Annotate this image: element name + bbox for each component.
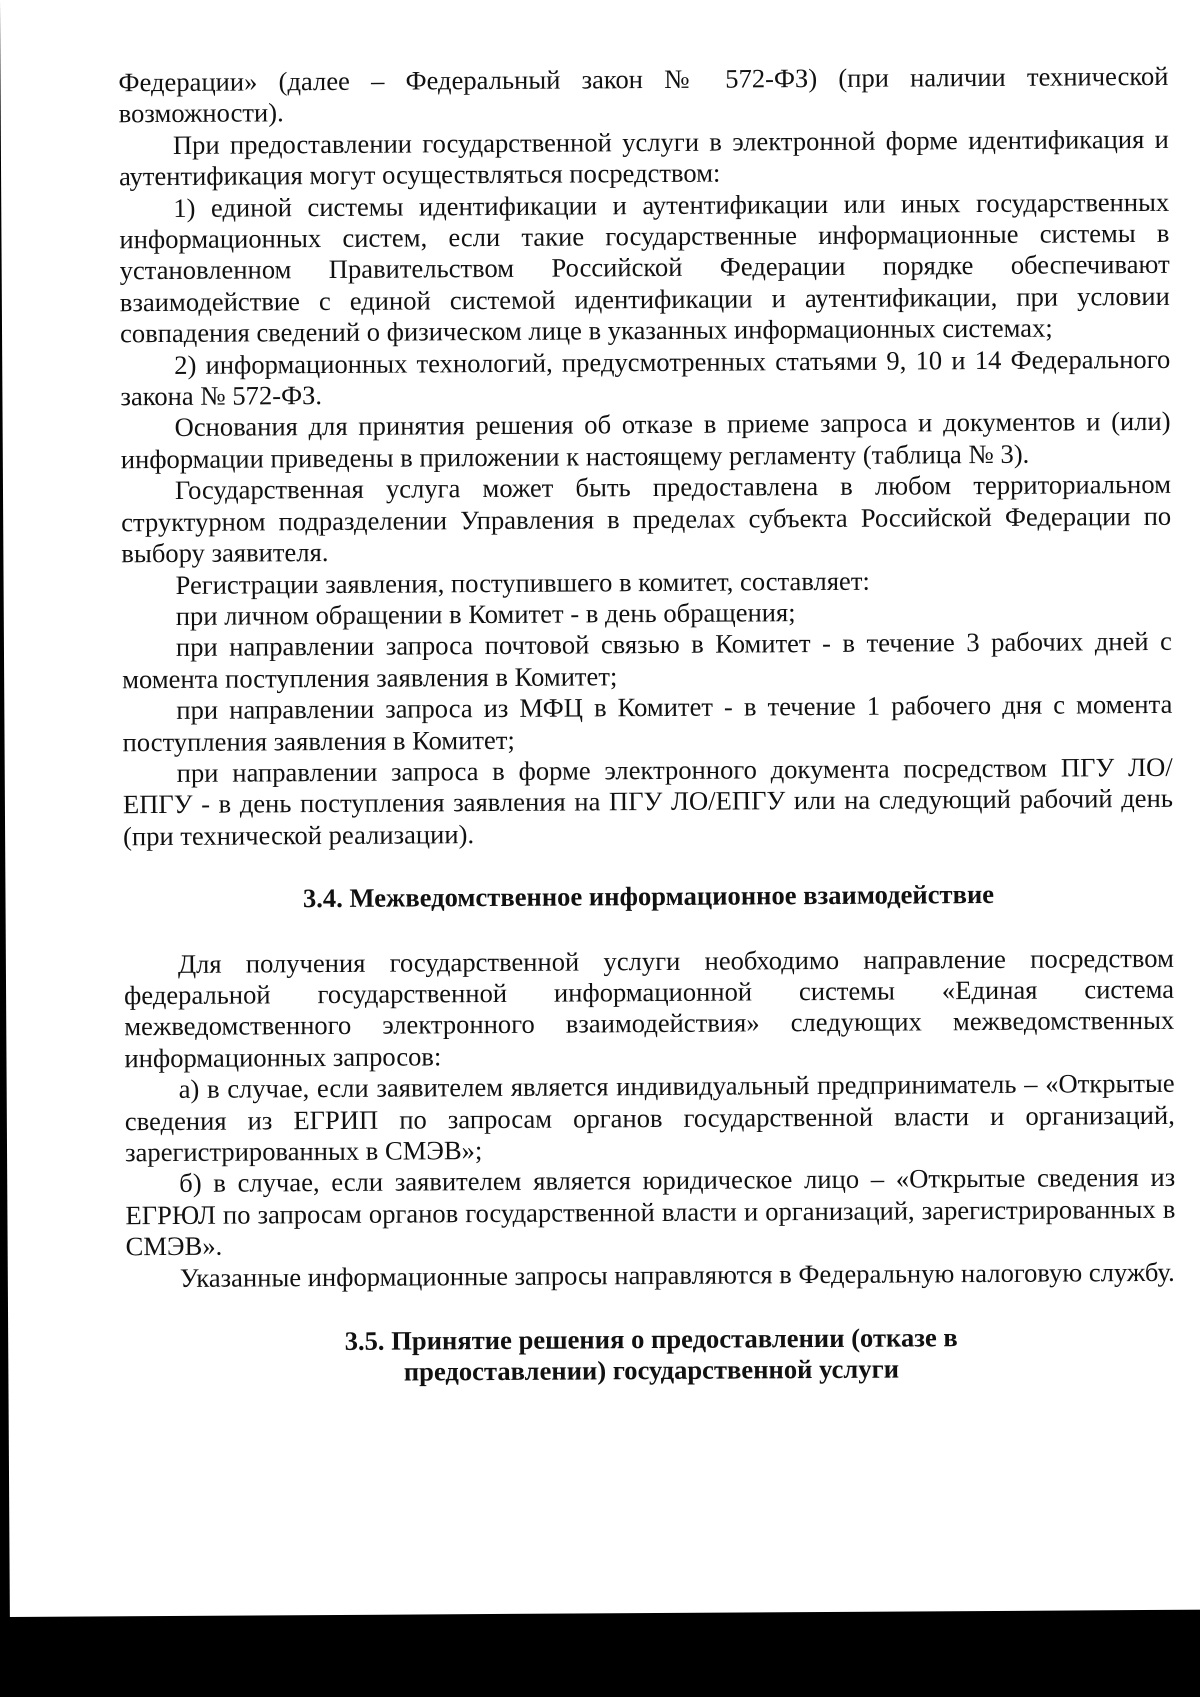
paragraph: Основания для принятия решения об отказе в приеме запроса и документов и (или) информации приведены в приложении к настоящему регламенту (таблица № 3). [120, 406, 1171, 475]
paragraph: Регистрации заявления, поступившего в комитет, составляет: [175, 565, 870, 600]
paragraph: Государственная услуга может быть предоставлена в любом территориальном структурном подразделении Управления в пределах субъекта Российской Федерации по выбору заявителя. [121, 469, 1172, 569]
paragraph: 1) единой системы идентификации и аутентификации или иных государственных информационных систем, если такие государственные информационные системы в установленном Правительством Российской Федерации порядке обеспечивают взаимодействие с единой системой идентификации и аутентификации, при условии совпадения сведений о физическом лице в указанных информационных системах; [119, 186, 1170, 349]
paragraph: Для получения государственной услуги необходимо направление посредством федеральной государственной информационной системы «Единая система межведомственного электронного взаимодействия» следующих межведомственных информационных запросов: [123, 942, 1175, 1074]
paragraph: при личном обращении в Комитет - в день обращения; [175, 597, 796, 631]
paragraph: При предоставлении государственной услуги в электронной форме идентификация и аутентификация могут осуществляться посредством: [118, 123, 1169, 192]
paragraph: Указанные информационные запросы направляются в Федеральную налоговую службу. [179, 1256, 1175, 1293]
paragraph: при направлении запроса из МФЦ в Комитет - в течение 1 рабочего дня с момента поступления заявления в Комитет; [122, 688, 1173, 757]
paragraph: при направлении запроса почтовой связью в Комитет - в течение 3 рабочих дней с момента поступления заявления в Комитет; [122, 626, 1173, 694]
paragraph: а) в случае, если заявителем является индивидуальный предприниматель – «Открытые сведения из ЕГРИП по запросам органов государственной власти и организаций, зарегистрированных в СМЭВ»; [124, 1068, 1175, 1168]
paragraph: при направлении запроса в форме электронного документа посредством ПГУ ЛО/ЕПГУ - в день поступления заявления на ПГУ ЛО/ЕПГУ или на следующий рабочий день (при технической реализации). [122, 751, 1173, 852]
paragraph: б) в случае, если заявителем является юридическое лицо – «Открытые сведения из ЕГРЮЛ по запросам органов государственной власти и организаций, зарегистрированных в СМЭВ». [125, 1162, 1176, 1262]
paragraph: 2) информационных технологий, предусмотренных статьями 9, 10 и 14 Федерального закона № 572-ФЗ. [120, 343, 1171, 412]
section-heading-3-5: 3.5. Принятие решения о предоставлении (отказе в предоставлении) государственной услуги [344, 1322, 958, 1387]
document-body [118, 61, 1176, 1390]
paragraph: Федерации» (далее – Федеральный закон № 572-ФЗ) (при наличии технической возможности). [118, 60, 1169, 129]
section-heading-3-4: 3.4. Межведомственное информационное взаимодействие [302, 879, 995, 914]
